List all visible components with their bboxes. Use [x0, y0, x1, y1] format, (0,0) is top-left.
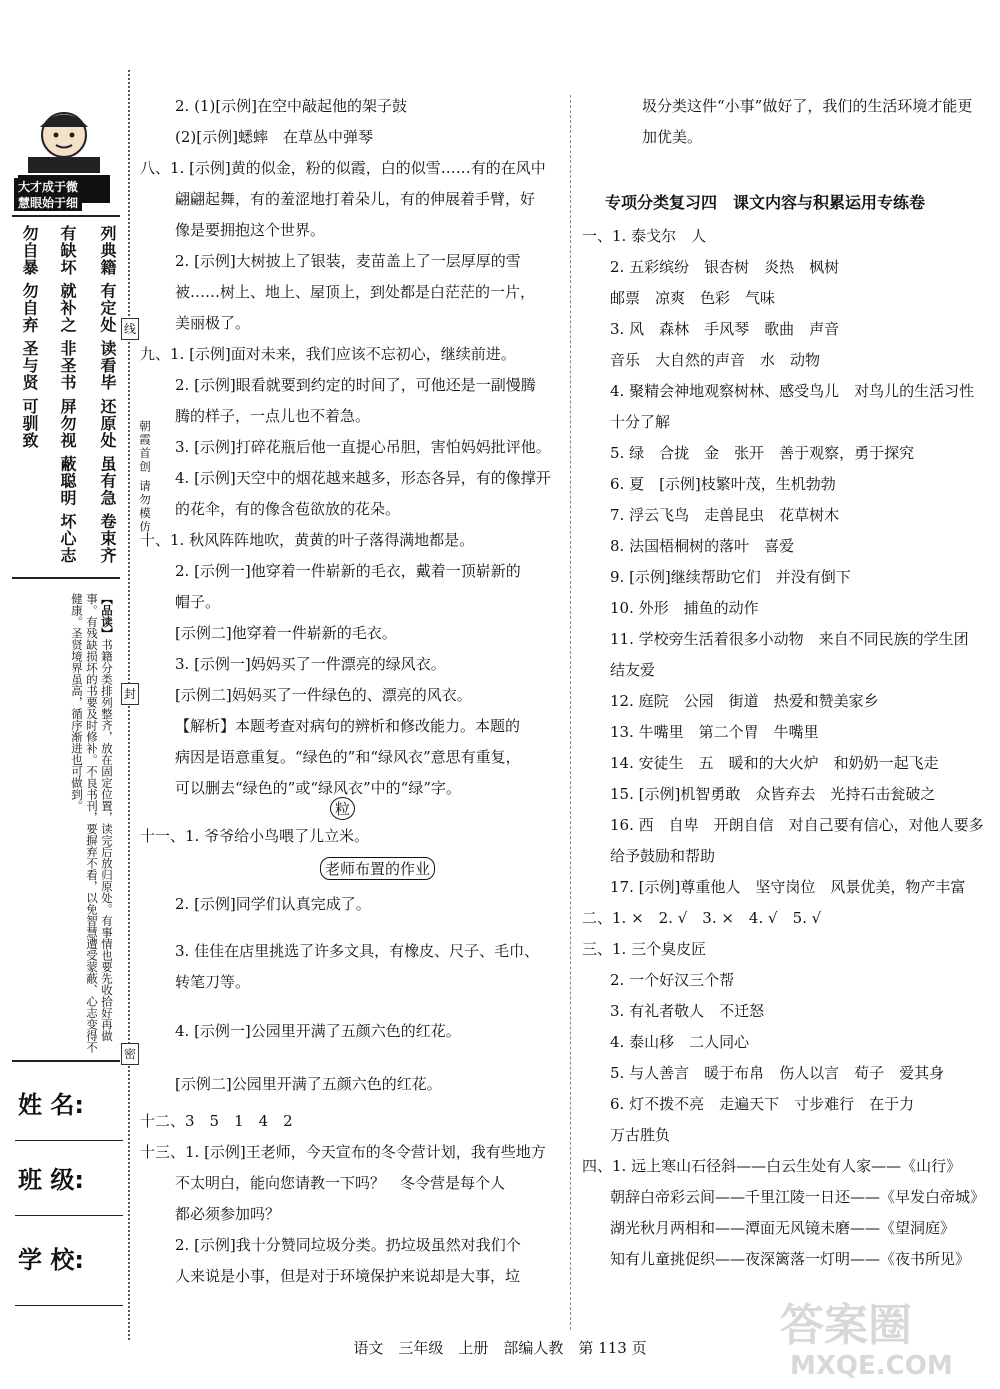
answer-line: 朝辞白帝彩云间——千里江陵一日还——《早发白帝城》 [610, 1188, 986, 1206]
answer-line: 帽子。 [175, 593, 221, 611]
answer-line: 转笔刀等。 [175, 973, 251, 991]
answer-line: 都必须参加吗？ [175, 1205, 281, 1223]
reading-label: 【品读】 [100, 593, 114, 639]
answer-line: 【解析】本题考查对病句的辨析和修改能力。本题的 [175, 717, 521, 735]
answer-line: 十一、1. 爷爷给小鸟喂了儿立米。 [140, 827, 370, 845]
answer-line: 病因是语意重复。“绿色的”和“绿风衣”意思有重复， [175, 748, 521, 766]
answer-line: 5. 绿 合拢 金 张开 善于观察，勇于探究 [610, 444, 915, 462]
answer-line: 不太明白，能向您请教一下吗？ 冬令营是每个人 [175, 1174, 506, 1192]
binding-mark-seal: 封 [121, 683, 139, 705]
answer-line: 十二、3 5 1 4 2 [140, 1112, 293, 1130]
name-label: 姓 名: [18, 1091, 84, 1119]
answer-line: 翩翩起舞，有的羞涩地打着朵儿，有的伸展着手臂，好 [175, 190, 536, 208]
answer-line: 2. 五彩缤纷 银杏树 炎热 枫树 [610, 258, 840, 276]
column-divider [570, 95, 571, 1330]
answer-line: 人来说是小事，但是对于环境保护来说却是大事，垃 [175, 1267, 521, 1285]
answer-line: 9. [示例]继续帮助它们 并没有倒下 [610, 568, 851, 586]
answer-line: 7. 浮云飞鸟 走兽昆虫 花草树木 [610, 506, 840, 524]
answer-line: 十分了解 [610, 413, 671, 431]
answer-line: 结友爱 [610, 661, 656, 679]
answer-line: 湖光秋月两相和——潭面无风镜未磨——《望洞庭》 [610, 1219, 956, 1237]
page-footer: 语文 三年级 上册 部编人教 第 113 页 [353, 1339, 647, 1357]
watermark [770, 1290, 990, 1380]
answer-line: 圾分类这件“小事”做好了，我们的生活环境才能更 [642, 97, 973, 115]
answer-line: 14. 安徒生 五 暖和的大火炉 和奶奶一起飞走 [610, 754, 939, 772]
answer-line: 4. [示例]天空中的烟花越来越多，形态各异，有的像撑开 [175, 469, 551, 487]
answer-line: 16. 西 自卑 开朗自信 对自己要有信心，对他人要多 [610, 816, 984, 834]
answer-line: 3. 有礼者敬人 不迁怒 [610, 1002, 765, 1020]
answer-line: 3. [示例]打碎花瓶后他一直提心吊胆，害怕妈妈批评他。 [175, 438, 551, 456]
answer-line: 5. 与人善言 暖于布帛 伤人以言 荀子 爱其身 [610, 1064, 945, 1082]
answer-line: 三、1. 三个臭皮匠 [582, 940, 707, 958]
answer-line: 2. [示例]我十分赞同垃圾分类。扔垃圾虽然对我们个 [175, 1236, 521, 1254]
answer-line: 11. 学校旁生活着很多小动物 来自不同民族的学生团 [610, 630, 969, 648]
answer-line: 腾的样子，一点儿也不着急。 [175, 407, 371, 425]
mascot-caption-1: 大才成于微 [14, 178, 82, 195]
answer-line: (2)[示例]蟋蟀 在草丛中弹琴 [175, 128, 373, 146]
correction-mark: 老师布置的作业 [320, 857, 435, 880]
answer-line: 可以删去“绿色的”或“绿风衣”中的“绿”字。 [175, 779, 462, 797]
binding-dashed-line [128, 70, 130, 1340]
answer-line: 2. 一个好汉三个帮 [610, 971, 735, 989]
answer-line: 2. [示例]同学们认真完成了。 [175, 895, 371, 913]
answer-line: 的花伞，有的像含苞欲放的花朵。 [175, 500, 401, 518]
answer-line: 九、1. [示例]面对未来，我们应该不忘初心，继续前进。 [140, 345, 516, 363]
motto-column: 有缺坏 就补之 非圣书 屏勿视 蔽聪明 坏心志 [58, 225, 77, 564]
motto-box [12, 215, 120, 579]
answer-line: 万古胜负 [610, 1126, 671, 1144]
answer-line: 3. 风 森林 手风琴 歌曲 声音 [610, 320, 840, 338]
answer-line: 4. [示例一]公园里开满了五颜六色的红花。 [175, 1022, 461, 1040]
answer-line: 被……树上、地上、屋顶上，到处都是白茫茫的一片， [175, 283, 536, 301]
correction-mark: 粒 [330, 797, 355, 820]
answer-line: 4. 聚精会神地观察树林、感受鸟儿 对鸟儿的生活习性 [610, 382, 975, 400]
answer-line: 15. [示例]机智勇敢 众皆弃去 光持石击瓮破之 [610, 785, 936, 803]
answer-line: 4. 泰山移 二人同心 [610, 1033, 750, 1051]
answer-line: 给予鼓励和帮助 [610, 847, 716, 865]
motto-column: 勿自暴 勿自弃 圣与贤 可驯致 [20, 225, 39, 449]
school-line[interactable] [15, 1305, 123, 1306]
answer-line: 8. 法国梧桐树的落叶 喜爱 [610, 537, 795, 555]
reading-text [69, 593, 114, 1053]
binding-mark-line: 线 [121, 318, 139, 340]
answer-line: [示例二]公园里开满了五颜六色的红花。 [175, 1075, 442, 1093]
answer-line: 2. (1)[示例]在空中敲起他的架子鼓 [175, 97, 408, 115]
answer-line: 美丽极了。 [175, 314, 251, 332]
answer-line: 邮票 凉爽 色彩 气味 [610, 289, 776, 307]
reading-body: 书籍分类排列整齐，放在固定位置，读完后放归原处。有事情也要先收拾好再做事。有残缺损坏的书要及时修补。不良书刊，要摒弃不看，以免智慧遭受蒙蔽、心志变得不健康。圣贤境界虽高，循序渐进也可做到。 [70, 593, 114, 1053]
section-title: 专项分类复习四 课文内容与积累运用专练卷 [605, 193, 926, 212]
svg-text:MXQE.COM: MXQE.COM [790, 1351, 953, 1380]
answer-line: 6. 灯不拨不亮 走遍天下 寸步难行 在于力 [610, 1095, 915, 1113]
binding-note: 朝霞首创 请勿模仿 [138, 420, 152, 534]
answer-line: 像是要拥抱这个世界。 [175, 221, 326, 239]
answer-line: 13. 牛嘴里 第二个胃 牛嘴里 [610, 723, 819, 741]
school-label: 学 校: [18, 1246, 84, 1274]
answer-line: 知有儿童挑促织——夜深篱落一灯明——《夜书所见》 [610, 1250, 971, 1268]
answer-line: 2. [示例]大树披上了银装，麦苗盖上了一层厚厚的雪 [175, 252, 521, 270]
answer-line: 加优美。 [642, 128, 703, 146]
answer-line: 十、1. 秋风阵阵地吹，黄黄的叶子落得满地都是。 [140, 531, 475, 549]
answer-line: 四、1. 远上寒山石径斜——白云生处有人家——《山行》 [582, 1157, 962, 1175]
class-line[interactable] [15, 1215, 123, 1216]
answer-line: 十三、1. [示例]王老师，今天宣布的冬令营计划，我有些地方 [140, 1143, 546, 1161]
mascot-caption-2: 慧眼始于细 [14, 194, 82, 211]
answer-line: 2. [示例]眼看就要到约定的时间了，可他还是一副慢腾 [175, 376, 536, 394]
answer-line: [示例二]妈妈买了一件绿色的、漂亮的风衣。 [175, 686, 472, 704]
answer-line: 2. [示例一]他穿着一件崭新的毛衣，戴着一顶崭新的 [175, 562, 521, 580]
class-label: 班 级: [18, 1166, 84, 1194]
answer-line: 八、1. [示例]黄的似金，粉的似霞，白的似雪……有的在风中 [140, 159, 546, 177]
answer-line: 一、1. 泰戈尔 人 [582, 227, 707, 245]
answer-line: 二、1. × 2. √ 3. × 4. √ 5. √ [582, 909, 822, 927]
motto-column: 列典籍 有定处 读看毕 还原处 虽有急 卷束齐 [98, 225, 117, 564]
binding-mark-secret: 密 [121, 1043, 139, 1065]
answer-line: 3. 佳佳在店里挑选了许多文具，有橡皮、尺子、毛巾、 [175, 942, 540, 960]
answer-line: 10. 外形 捕鱼的动作 [610, 599, 759, 617]
svg-text:答案圈: 答案圈 [780, 1300, 912, 1351]
answer-line: 12. 庭院 公园 街道 热爱和赞美家乡 [610, 692, 879, 710]
answer-line: 6. 夏 [示例]枝繁叶茂，生机勃勃 [610, 475, 836, 493]
name-line[interactable] [15, 1140, 123, 1141]
answer-line: 3. [示例一]妈妈买了一件漂亮的绿风衣。 [175, 655, 446, 673]
answer-line: [示例二]他穿着一件崭新的毛衣。 [175, 624, 397, 642]
answer-line: 音乐 大自然的声音 水 动物 [610, 351, 821, 369]
answer-line: 17. [示例]尊重他人 坚守岗位 风景优美，物产丰富 [610, 878, 966, 896]
reading-box [12, 585, 120, 1062]
